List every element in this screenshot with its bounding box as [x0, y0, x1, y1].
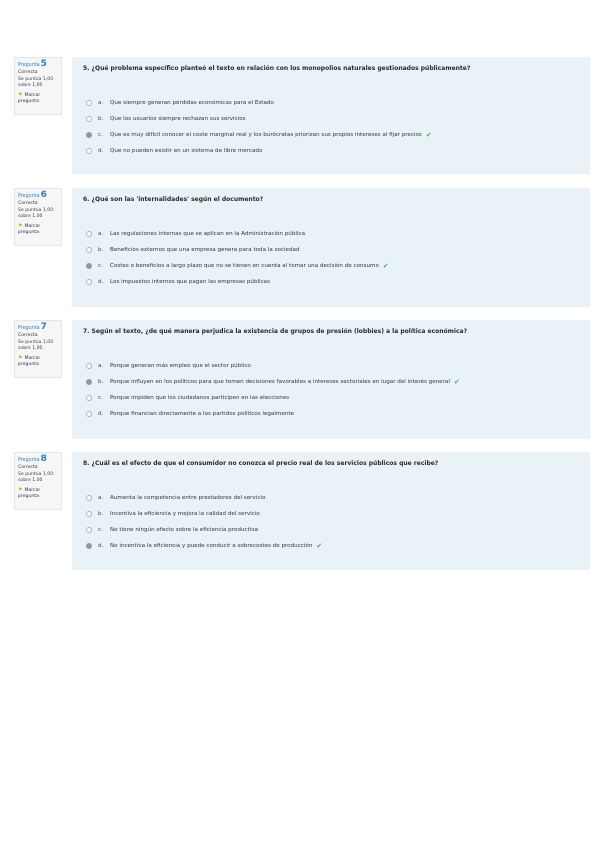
answer-text: Porque financian directamente a los partidos políticos legalmente — [110, 411, 294, 417]
answer-letter: d. — [98, 411, 104, 417]
answer-letter: a. — [98, 100, 104, 106]
answer-letter: c. — [98, 263, 103, 269]
radio-button[interactable] — [86, 247, 92, 253]
question-number: 5 — [40, 59, 47, 69]
answer-option[interactable] — [83, 258, 578, 274]
answer-option[interactable] — [83, 358, 578, 374]
flag-question-button[interactable] — [18, 355, 58, 369]
answer-letter: c. — [98, 527, 103, 533]
answer-text: Que los usuarios siempre rechazan sus servicios — [110, 116, 246, 122]
flag-label: Marcar — [24, 223, 41, 229]
answer-letter: a. — [98, 495, 104, 501]
radio-button[interactable] — [86, 411, 92, 417]
score-text: Se puntúa 1,00 — [18, 471, 54, 477]
flag-label-2: pregunta — [18, 494, 39, 500]
answer-option[interactable] — [83, 143, 578, 159]
check-icon: ✔ — [425, 131, 432, 139]
radio-button-selected[interactable] — [86, 263, 92, 269]
question-score — [18, 472, 58, 485]
answer-list — [83, 226, 578, 290]
radio-button[interactable] — [86, 395, 92, 401]
question-number: 8 — [40, 454, 47, 464]
radio-button[interactable] — [86, 231, 92, 237]
answer-letter: b. — [98, 511, 104, 517]
answer-option[interactable] — [83, 506, 578, 522]
question-score — [18, 77, 58, 90]
question-info — [14, 452, 62, 510]
question-text: 5. ¿Qué problema específico planteó el texto en relación con los monopolios naturales gestionados públicamente? — [83, 65, 471, 72]
question-label: Pregunta — [18, 63, 40, 68]
answer-letter: b. — [98, 379, 104, 385]
answer-letter: d. — [98, 279, 104, 285]
question-number: 7 — [40, 322, 47, 332]
radio-button[interactable] — [86, 279, 92, 285]
flag-question-button[interactable] — [18, 223, 58, 237]
flag-icon: ⚑ — [18, 354, 23, 361]
flag-label-2: pregunta — [18, 230, 39, 236]
question-info — [14, 320, 62, 378]
flag-icon: ⚑ — [18, 91, 23, 98]
question-info — [14, 188, 62, 246]
answer-letter: d. — [98, 543, 104, 549]
radio-button[interactable] — [86, 527, 92, 533]
answer-text: No incentiva la eficiencia y puede conducir a sobrecostes de producción — [110, 543, 313, 549]
flag-label-2: pregunta — [18, 99, 39, 105]
answer-text: Costes o beneficios a largo plazo que no se tienen en cuenta al tomar una decisión de consumo — [110, 263, 379, 269]
answer-option[interactable] — [83, 274, 578, 290]
question-label: Pregunta — [18, 458, 40, 463]
flag-icon: ⚑ — [18, 222, 23, 229]
check-icon: ✔ — [382, 262, 389, 270]
score-text: Se puntúa 1,00 — [18, 339, 54, 345]
answer-letter: b. — [98, 247, 104, 253]
answer-letter: b. — [98, 116, 104, 122]
radio-button[interactable] — [86, 116, 92, 122]
answer-letter: c. — [98, 395, 103, 401]
answer-option[interactable] — [83, 111, 578, 127]
question-content — [72, 320, 590, 439]
question-content — [72, 57, 590, 174]
answer-text: Aumenta la competencia entre prestadores del servicio — [110, 495, 266, 501]
answer-list — [83, 95, 578, 159]
question-text: 6. ¿Qué son las 'internalidades' según el documento? — [83, 196, 264, 203]
answer-text: Las regulaciones internas que se aplican en la Administración pública — [110, 231, 306, 237]
answer-option[interactable] — [83, 242, 578, 258]
score-out-of: sobre 1,00 — [18, 478, 43, 484]
answer-text: Los impuestos internos que pagan las empresas públicas — [110, 279, 271, 285]
score-out-of: sobre 1,00 — [18, 83, 43, 89]
question-state: Correcta — [18, 333, 38, 339]
answer-text: Que no pueden existir en un sistema de libre mercado — [110, 148, 263, 154]
answer-list — [83, 358, 578, 422]
question-state: Correcta — [18, 465, 38, 471]
flag-label: Marcar — [24, 355, 41, 361]
question-label: Pregunta — [18, 194, 40, 199]
check-icon: ✔ — [453, 378, 460, 386]
answer-text: Que es muy difícil conocer el coste marginal real y los burócratas priorizan sus propios intereses al fijar precios — [110, 132, 422, 138]
answer-letter: a. — [98, 231, 104, 237]
question-score — [18, 208, 58, 221]
radio-button-selected[interactable] — [86, 379, 92, 385]
question-info — [14, 57, 62, 115]
radio-button[interactable] — [86, 148, 92, 154]
answer-option[interactable] — [83, 538, 578, 554]
radio-button[interactable] — [86, 495, 92, 501]
answer-letter: a. — [98, 363, 104, 369]
radio-button-selected[interactable] — [86, 543, 92, 549]
answer-option[interactable] — [83, 390, 578, 406]
answer-option[interactable] — [83, 490, 578, 506]
answer-option[interactable] — [83, 522, 578, 538]
radio-button[interactable] — [86, 100, 92, 106]
answer-letter: c. — [98, 132, 103, 138]
question-content — [72, 188, 590, 307]
answer-letter: d. — [98, 148, 104, 154]
radio-button-selected[interactable] — [86, 132, 92, 138]
answer-text: Porque generan más empleo que el sector público — [110, 363, 251, 369]
answer-text: Porque impiden que los ciudadanos participen en las elecciones — [110, 395, 290, 401]
question-text: 7. Según el texto, ¿de qué manera perjudica la existencia de grupos de presión (lobbies) a la política económica? — [83, 328, 468, 335]
flag-question-button[interactable] — [18, 487, 58, 501]
score-text: Se puntúa 1,00 — [18, 207, 54, 213]
radio-button[interactable] — [86, 363, 92, 369]
flag-label: Marcar — [24, 487, 41, 493]
flag-icon: ⚑ — [18, 486, 23, 493]
flag-label: Marcar — [24, 92, 41, 98]
answer-option[interactable] — [83, 226, 578, 242]
answer-text: Incentiva la eficiencia y mejora la calidad del servicio — [110, 511, 260, 517]
check-icon: ✔ — [316, 542, 323, 550]
score-out-of: sobre 1,00 — [18, 346, 43, 352]
answer-text: Que siempre generan pérdidas económicas para el Estado — [110, 100, 274, 106]
answer-option[interactable] — [83, 374, 578, 390]
answer-text: Porque influyen en los políticos para que tomen decisiones favorables a intereses sectoriales en lugar del interés general — [110, 379, 450, 385]
answer-option[interactable] — [83, 406, 578, 422]
question-state: Correcta — [18, 70, 38, 76]
question-score — [18, 340, 58, 353]
answer-text: Beneficios externos que una empresa genera para toda la sociedad — [110, 247, 300, 253]
flag-question-button[interactable] — [18, 92, 58, 106]
flag-label-2: pregunta — [18, 362, 39, 368]
answer-option[interactable] — [83, 95, 578, 111]
radio-button[interactable] — [86, 511, 92, 517]
score-out-of: sobre 1,00 — [18, 214, 43, 220]
question-number: 6 — [40, 190, 47, 200]
answer-list — [83, 490, 578, 554]
answer-text: No tiene ningún efecto sobre la eficiencia productiva — [110, 527, 258, 533]
question-content — [72, 452, 590, 570]
score-text: Se puntúa 1,00 — [18, 76, 54, 82]
question-text: 8. ¿Cuál es el efecto de que el consumidor no conozca el precio real de los servicios públicos que recibe? — [83, 460, 439, 467]
answer-option[interactable] — [83, 127, 578, 143]
question-label: Pregunta — [18, 326, 40, 331]
question-state: Correcta — [18, 201, 38, 207]
